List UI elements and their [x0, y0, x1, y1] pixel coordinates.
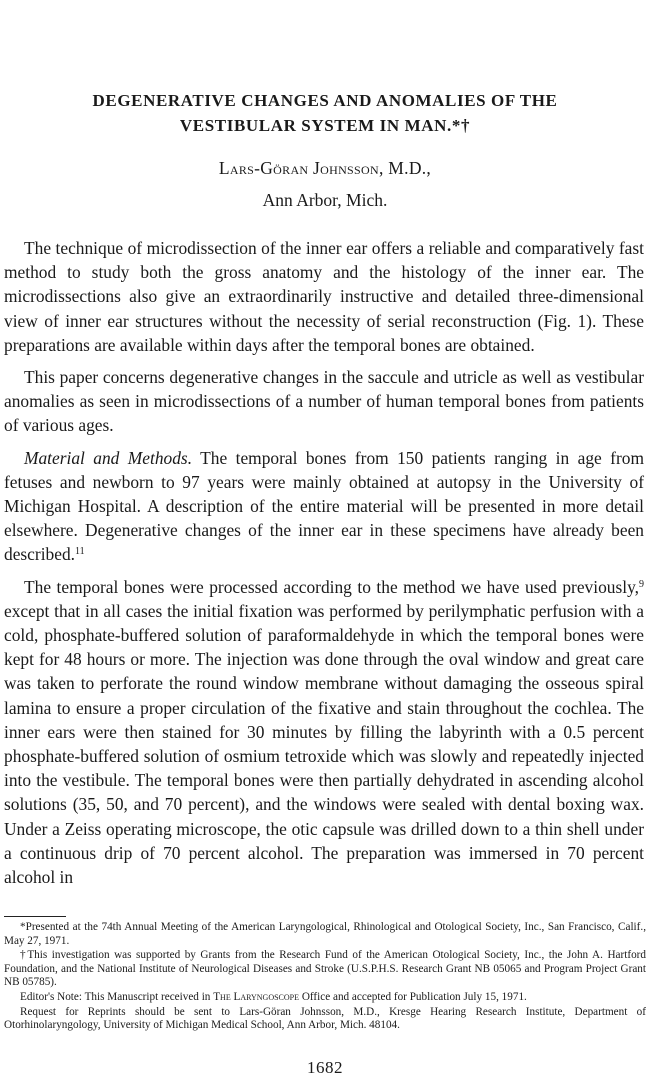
- section-heading-materials: Material and Methods.: [24, 447, 193, 468]
- footnote-funding: †This investigation was supported by Grants from the Research Fund of the American Otological Society, Inc., the John A. Hartford Foundation, and the National Institute of Neurological Diseases and Stroke (U.S.P.H.S. Research Grant NB 05065 and Program Project Grant NB 05785).: [4, 949, 646, 989]
- methods-text-b: except that in all cases the initial fixation was performed by perilymphatic perfusion with a cold, phosphate-buffered solution of paraformaldehyde in which the temporal bones were kept for 48 hours or more. The injection was done through the oval window and great care was taken to perforate the round window membrane without damaging the osseous spiral lamina to ensure a proper circulation of the fixative and stain throughout the cochlea. The inner ears were then stained for 30 minutes by filling the labyrinth with a 0.5 percent phosphate-buffered solution of osmium tetroxide which was slowly and repeatedly injected into the vestibule. The temporal bones were then partially dehydrated in ascending alcohol solutions (35, 50, and 70 percent), and the windows were sealed with dental boxing wax. Under a Zeiss operating microscope, the otic capsule was drilled down to a thin shell under a continuous drip of 70 percent alcohol. The preparation was immersed in 70 percent alcohol in: [4, 600, 644, 888]
- materials-text: The temporal bones from 150 patients ranging in age from fetuses and newborn to 97 years were mainly obtained at autopsy in the University of Michigan Hospital. A description of the entire material will be presented in more detail elsewhere. Degenerative changes of the inner ear in these specimens have already been described.: [4, 447, 644, 565]
- methods-text-a: The temporal bones were processed according to the method we have used previously,: [24, 576, 639, 597]
- editor-note-text-a: Editor's Note: This Manuscript received in: [20, 990, 214, 1003]
- footnote-reprints: Request for Reprints should be sent to Lars-Göran Johnsson, M.D., Kresge Hearing Research Institute, Department of Otorhinolaryngology, University of Michigan Medical School, Ann Arbor, Mich. 48104.: [4, 1005, 646, 1032]
- footnote-divider: [4, 916, 66, 917]
- paragraph-materials: [4, 446, 644, 567]
- paragraph-methods: [4, 575, 644, 890]
- footnotes: [4, 921, 646, 1034]
- author-name: Lars-Göran Johnsson, M.D.,: [218, 158, 432, 178]
- author-affiliation: Ann Arbor, Mich.: [262, 190, 388, 210]
- footnote-editor-note: [4, 991, 646, 1005]
- journal-name: The Laryngoscope: [213, 990, 300, 1003]
- reference-marker: 11: [74, 546, 85, 558]
- editor-note-text-b: Office and accepted for Publication July 15, 1971.: [299, 990, 527, 1003]
- reference-marker: 9: [639, 578, 644, 590]
- title-line-1: DEGENERATIVE CHANGES AND ANOMALIES OF THE: [92, 91, 558, 110]
- paragraph-scope: This paper concerns degenerative changes in the saccule and utricle as well as vestibular anomalies as seen in microdissections of a number of human temporal bones from patients of various ages.: [4, 367, 644, 436]
- paragraph-intro: The technique of microdissection of the inner ear offers a reliable and comparatively fast method to study both the gross anatomy and the histology of the inner ear. The microdissections also give an extraordinarily instructive and detailed three-dimensional view of inner ear structures without the necessity of serial reconstruction (Fig. 1). These preparations are available within days after the temporal bones are obtained.: [4, 238, 644, 355]
- article-title: [20, 88, 630, 138]
- title-line-2: VESTIBULAR SYSTEM IN MAN.*†: [179, 116, 471, 135]
- article-body: [4, 236, 644, 889]
- page-number: 1682: [307, 1058, 343, 1077]
- footnote-presented: *Presented at the 74th Annual Meeting of the American Laryngological, Rhinological and Otological Society, Inc., San Francisco, Calif., May 27, 1971.: [4, 921, 646, 947]
